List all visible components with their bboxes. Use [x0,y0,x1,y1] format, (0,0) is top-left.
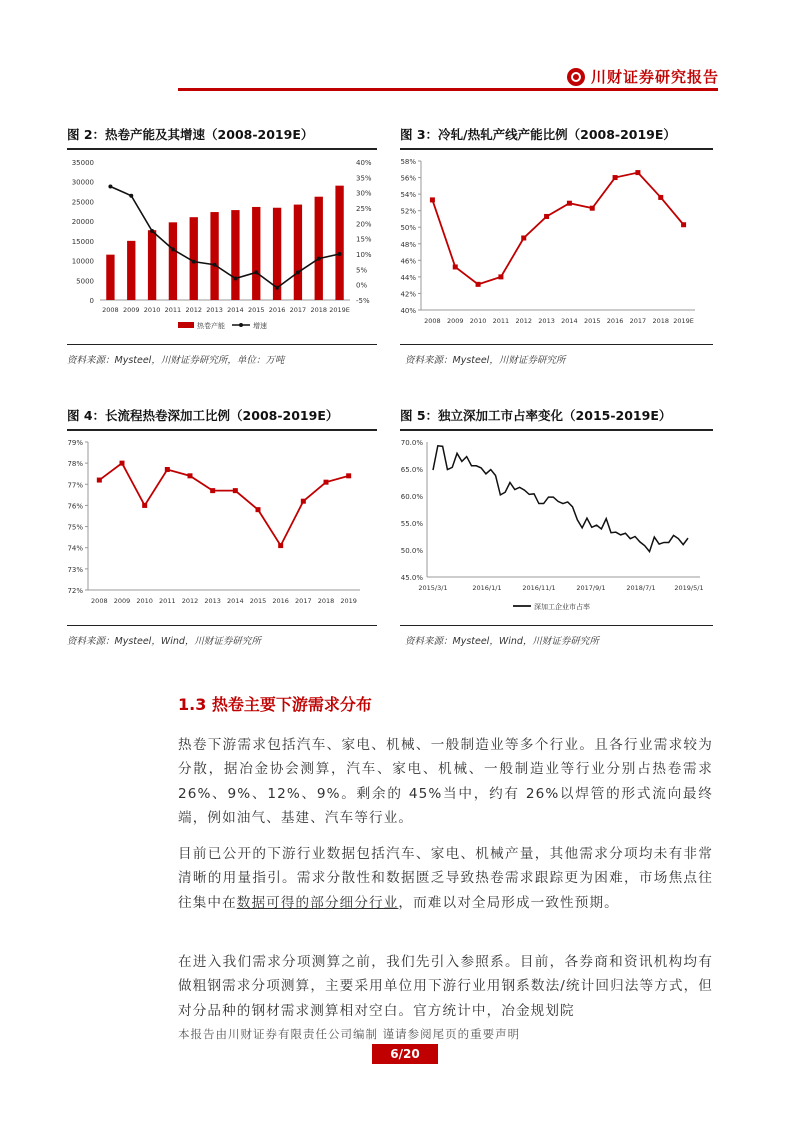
x-tick-label: 2017 [629,317,647,325]
page-number: 6/20 [372,1044,438,1064]
fig3-source: 资料来源：Mysteel，川财证券研究所 [405,355,566,366]
growth-point-2009 [129,194,133,198]
growth-point-2016 [275,286,279,290]
fig5-title: 图 5：独立深加工市占率变化（2015-2019E） [400,408,672,423]
x-tick-label: 2008 [102,306,119,314]
footer-disclaimer: 本报告由川财证券有限责任公司编制 谨请参阅尾页的重要声明 [178,1027,521,1041]
x-tick-label: 2009 [446,317,464,325]
y-right-tick-label: 10% [356,251,372,259]
fig2-source: 资料来源：Mysteel，川财证券研究所，单位：万吨 [67,355,285,366]
y-right-tick-label: 25% [356,205,372,213]
x-tick-label: 2015 [583,317,601,325]
y-tick-label: 60.0% [400,493,423,501]
legend-label: 深加工企业市占率 [534,603,590,611]
x-tick-label: 2013 [206,306,223,314]
x-tick-label: 2010 [143,306,161,314]
fig3-chart [395,152,715,342]
x-tick-label: 2012 [181,597,199,605]
fig5-chart [395,433,715,623]
y-tick-label: 50% [400,224,416,233]
x-tick-label: 2016/11/1 [522,584,556,592]
y-tick-label: 79% [67,439,83,447]
growth-point-2011 [171,247,175,251]
growth-point-2012 [192,260,196,264]
y-right-tick-label: 15% [356,235,372,244]
x-tick-label: 2016 [606,317,624,325]
y-left-tick-label: 20000 [71,218,94,227]
x-tick-label: 2015 [249,597,267,605]
x-tick-label: 2018 [652,317,670,325]
company-logo-icon [567,68,585,86]
x-tick-label: 2008 [91,597,108,605]
point-2015 [590,206,595,211]
fig3-rule [400,148,713,150]
y-left-tick-label: 25000 [71,198,94,207]
fig4-title: 图 4：长流程热卷深加工比例（2008-2019E） [67,408,339,423]
point-2010 [142,503,147,508]
x-tick-label: 2010 [469,317,487,325]
x-tick-label: 2017 [295,597,312,605]
y-right-tick-label: 0% [356,281,368,290]
y-left-tick-label: 0 [89,297,94,305]
growth-point-2015 [254,270,258,274]
paragraph-2-b: ，而难以对全局形成一致性预期。 [398,894,619,911]
x-tick-label: 2009 [122,306,140,314]
point-2014 [567,201,572,206]
x-tick-label: 2013 [538,317,555,325]
point-2018 [324,480,329,485]
point-2019 [346,473,351,478]
point-2017 [301,499,306,504]
fig3-bottom-rule [400,344,713,345]
bar-2013 [210,212,218,300]
y-left-tick-label: 10000 [71,257,94,266]
point-2011 [498,274,503,279]
y-tick-label: 42% [400,290,416,299]
x-tick-label: 2019/5/1 [674,584,704,592]
paragraph-3: 在进入我们需求分项测算之前，我们先引入参照系。目前，各券商和资讯机构均有做粗钢需求分项测算，主要采用单位用下游行业用钢系数法/统计回归法等方式，但对分品种的钢材需求测算相对空白。官方统计中，冶金规划院 [178,954,713,1019]
y-tick-label: 78% [67,460,83,469]
growth-point-2017 [296,270,300,274]
x-tick-label: 2019E [329,306,350,314]
x-tick-label: 2016 [268,306,286,314]
y-tick-label: 45.0% [400,574,423,582]
fig3-title: 图 3：冷轧/热轧产线产能比例（2008-2019E） [400,127,676,142]
y-tick-label: 72% [67,587,83,595]
bar-2019E [335,186,343,300]
y-tick-label: 76% [67,502,83,511]
point-2014 [233,488,238,493]
x-tick-label: 2011 [159,597,176,605]
y-right-tick-label: 35% [356,174,372,183]
point-2015 [256,507,261,512]
section-title: 1.3 热卷主要下游需求分布 [178,695,372,714]
fig4-source: 资料来源：Mysteel，Wind，川财证券研究所 [67,636,261,647]
y-tick-label: 77% [67,481,83,490]
brand-title: 川财证券研究报告 [590,68,719,86]
point-2008 [430,197,435,202]
x-tick-label: 2017 [289,306,307,314]
fig4-rule [67,429,377,431]
y-tick-label: 48% [400,240,416,249]
point-2012 [188,473,193,478]
point-2013 [544,214,549,219]
series-line [432,173,683,285]
y-left-tick-label: 30000 [71,178,94,187]
y-tick-label: 56% [400,174,416,183]
bar-2018 [315,197,323,300]
legend-line-label: 增速 [253,322,267,330]
y-tick-label: 55.0% [400,520,423,528]
growth-point-2013 [213,263,217,267]
fig4-bottom-rule [67,625,377,626]
x-tick-label: 2019E [673,317,694,325]
x-tick-label: 2015 [247,306,265,314]
y-tick-label: 58% [400,158,416,166]
y-left-tick-label: 35000 [71,159,94,167]
report-brand [567,66,719,87]
bar-2008 [106,255,114,300]
x-tick-label: 2019 [340,597,357,605]
bar-2017 [294,205,302,300]
y-tick-label: 52% [400,207,416,216]
x-tick-label: 2011 [164,306,182,314]
bar-2012 [190,217,198,300]
legend-bar-label: 热卷产能 [197,322,225,330]
y-tick-label: 44% [400,273,416,282]
point-2011 [165,467,170,472]
y-right-tick-label: -5% [356,297,370,305]
x-tick-label: 2017/9/1 [576,584,606,592]
point-2016 [278,543,283,548]
x-tick-label: 2009 [113,597,131,605]
y-tick-label: 75% [67,523,83,532]
growth-point-2018 [317,257,321,261]
point-2013 [210,488,215,493]
x-tick-label: 2018/7/1 [626,584,656,592]
point-2009 [453,264,458,269]
growth-point-2014 [233,277,237,281]
point-2016 [613,175,618,180]
fig4-chart [62,433,382,623]
x-tick-label: 2014 [561,317,578,325]
x-tick-label: 2008 [424,317,441,325]
y-right-tick-label: 5% [356,266,368,275]
growth-point-2010 [150,229,154,233]
fig5-source: 资料来源：Mysteel，Wind，川财证券研究所 [405,636,599,647]
y-tick-label: 40% [400,307,416,315]
y-right-tick-label: 30% [356,189,372,198]
point-2019E [681,222,686,227]
x-tick-label: 2014 [227,306,244,314]
point-2017 [635,170,640,175]
bar-2009 [127,241,135,300]
bar-2015 [252,207,260,300]
point-2010 [476,282,481,287]
y-right-tick-label: 40% [356,159,372,167]
bar-2014 [231,210,239,300]
x-tick-label: 2016 [272,597,289,605]
y-tick-label: 46% [400,257,416,266]
x-tick-label: 2012 [515,317,533,325]
point-2012 [521,235,526,240]
growth-point-2008 [108,185,112,189]
bar-2011 [169,222,177,300]
point-2009 [120,461,125,466]
paragraph-2-underlined: 数据可得的部分细分行业 [236,894,399,911]
fig5-bottom-rule [400,625,713,626]
fig2-chart [62,152,382,342]
y-tick-label: 73% [67,565,83,574]
y-tick-label: 54% [400,191,416,200]
x-tick-label: 2018 [310,306,328,314]
y-tick-label: 74% [67,544,83,553]
point-2018 [658,195,663,200]
x-tick-label: 2013 [204,597,221,605]
y-right-tick-label: 20% [356,220,372,229]
growth-point-2019E [338,252,342,256]
fig2-rule [67,148,377,150]
x-tick-label: 2012 [185,306,203,314]
market-share-line [433,446,688,552]
x-tick-label: 2014 [227,597,244,605]
y-left-tick-label: 15000 [71,237,94,246]
x-tick-label: 2010 [136,597,153,605]
paragraph-1: 热卷下游需求包括汽车、家电、机械、一般制造业等多个行业。且各行业需求较为分散，据冶金协会测算，汽车、家电、机械、一般制造业等行业分别占热卷需求 26%、9%、12%、9%。剩余的 45%当中，约有 26%以焊管的形式流向最终端，例如油气、基建、汽车等行业。 [178,737,713,826]
y-tick-label: 50.0% [400,547,423,555]
series-line [99,463,348,545]
x-tick-label: 2011 [492,317,510,325]
paragraph-2 [178,842,713,915]
paragraph-2-a: 目前已公开的下游行业数据包括汽车、家电、机械产量，其他需求分项均未有非常清晰的用量指引。需求分散性和数据匮乏导致热卷需求跟踪更为困难，市场焦点往往集中在 [178,846,713,911]
fig2-bottom-rule [67,344,377,345]
header-rule [178,88,718,91]
legend-bar-swatch [178,322,194,328]
point-2008 [97,478,102,483]
x-tick-label: 2018 [317,597,335,605]
bar-2010 [148,230,156,300]
x-tick-label: 2016/1/1 [472,584,502,592]
x-tick-label: 2015/3/1 [418,584,448,592]
fig2-title: 图 2：热卷产能及其增速（2008-2019E） [67,127,314,142]
y-tick-label: 65.0% [400,466,423,474]
fig5-rule [400,429,713,431]
y-left-tick-label: 5000 [76,277,94,286]
y-tick-label: 70.0% [400,439,423,447]
growth-line [110,187,339,288]
legend-line-marker [239,323,243,327]
